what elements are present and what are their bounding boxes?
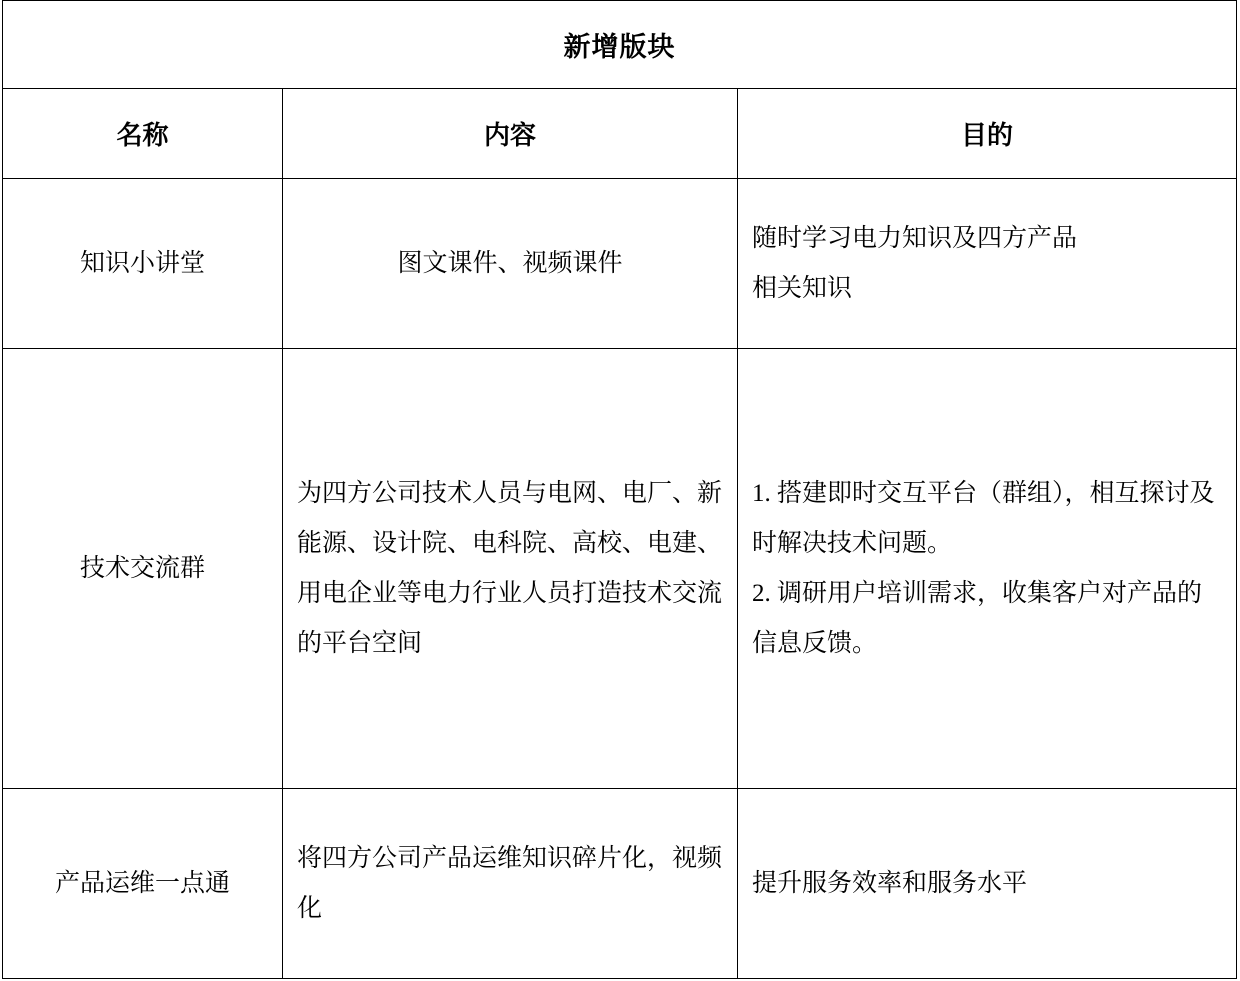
row-purpose-line: 1. 搭建即时交互平台（群组），相互探讨及时解决技术问题。 xyxy=(752,479,1215,557)
table-row xyxy=(3,349,1237,789)
row-purpose-line: 提升服务效率和服务水平 xyxy=(752,869,1028,897)
row-name: 技术交流群 xyxy=(3,349,283,789)
table-row xyxy=(3,179,1237,349)
row-content: 将四方公司产品运维知识碎片化，视频化 xyxy=(283,789,738,979)
table-row xyxy=(3,789,1237,979)
row-purpose xyxy=(738,789,1237,979)
row-name: 知识小讲堂 xyxy=(3,179,283,349)
column-header-content: 内容 xyxy=(283,89,738,179)
row-name: 产品运维一点通 xyxy=(3,789,283,979)
new-sections-table xyxy=(2,0,1237,979)
table-title: 新增版块 xyxy=(3,1,1237,89)
table-title-row xyxy=(3,1,1237,89)
table-header-row xyxy=(3,89,1237,179)
row-purpose xyxy=(738,179,1237,349)
row-purpose-line: 2. 调研用户培训需求，收集客户对产品的信息反馈。 xyxy=(752,579,1203,657)
row-purpose xyxy=(738,349,1237,789)
row-content: 图文课件、视频课件 xyxy=(283,179,738,349)
row-content: 为四方公司技术人员与电网、电厂、新能源、设计院、电科院、高校、电建、用电企业等电力行业人员打造技术交流的平台空间 xyxy=(283,349,738,789)
row-purpose-line: 随时学习电力知识及四方产品 xyxy=(752,224,1078,252)
column-header-purpose: 目的 xyxy=(738,89,1237,179)
column-header-name: 名称 xyxy=(3,89,283,179)
row-purpose-line: 相关知识 xyxy=(752,274,853,302)
